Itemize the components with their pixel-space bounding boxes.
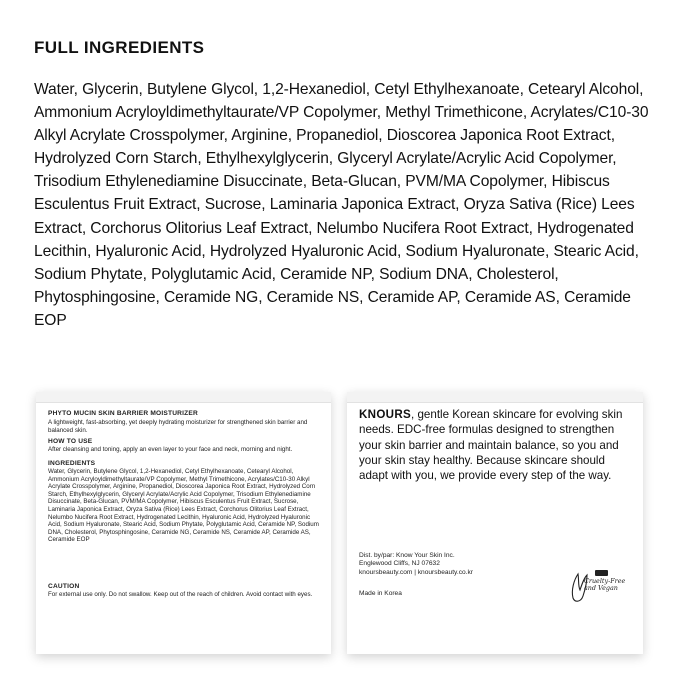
distributor-line-2: Englewood Cliffs, NJ 07632	[359, 560, 440, 568]
made-in-label: Made in Korea	[359, 590, 402, 597]
distributor-line-3: knoursbeauty.com | knoursbeauty.co.kr	[359, 568, 473, 576]
box-panel-brand-info	[347, 392, 643, 654]
full-ingredients-list: Water, Glycerin, Butylene Glycol, 1,2-Hexanediol, Cetyl Ethylhexanoate, Cetearyl Alcohol, Ammonium Acryloyldimethyltaurate/VP Copolymer, Methyl Trimethicone, Acrylates/C10-30 Alkyl Acrylate Crosspolymer, Arginine, Propanediol, Dioscorea Japonica Root Extract, Hydrolyzed Corn Starch, Ethylhexylglycerin, Glyceryl Acrylate/Acrylic Acid Copolymer, Trisodium Ethylenediamine Disuccinate, Beta-Glucan, PVM/MA Copolymer, Hibiscus Esculentus Fruit Extract, Sucrose, Laminaria Japonica Extract, Oryza Sativa (Rice) Lees Extract, Corchorus Olitorius Leaf Extract, Nelumbo Nucifera Root Extract, Hydrogenated Lecithin, Hyaluronic Acid, Hydrolyzed Hyaluronic Acid, Sodium Hyaluronate, Stearic Acid, Sodium Phytate, Polyglutamic Acid, Ceramide NP, Sodium DNA, Cholesterol, Phytosphingosine, Ceramide NG, Ceramide NS, Ceramide AP, Ceramide AS, Ceramide EOP	[34, 81, 649, 329]
brand-statement	[359, 407, 631, 483]
product-title: PHYTO MUCIN SKIN BARRIER MOISTURIZER	[48, 410, 198, 417]
box-ingredients-text: Water, Glycerin, Butylene Glycol, 1,2-Hexanediol, Cetyl Ethylhexanoate, Cetearyl Alcohol, Ammonium Acryloyldimethyltaurate/VP Copolymer, Methyl Trimethicone, Acrylates/C10-30 Alkyl Acrylate Crosspolymer, Arginine, Propanediol, Dioscorea Japonica Root Extract, Hydrolyzed Corn Starch, Ethylhexylglycerin, Glyceryl Acrylate/Acrylic Acid Copolymer, Trisodium Ethylenediamine Disuccinate, Beta-Glucan, PVM/MA Copolymer, Hibiscus Esculentus Fruit Extract, Sucrose, Laminaria Japonica Extract, Oryza Sativa (Rice) Lees Extract, Corchorus Olitorius Leaf Extract, Nelumbo Nucifera Root Extract, Hydrogenated Lecithin, Hyaluronic Acid, Hydrolyzed Hyaluronic Acid, Sodium Hyaluronate, Stearic Acid, Sodium Phytate, Polyglutamic Acid, Ceramide NP, Sodium DNA, Cholesterol, Phytosphingosine, Ceramide NG, Ceramide NS, Ceramide AP, Ceramide AS, Ceramide EOP	[48, 468, 319, 544]
ingredients-heading: INGREDIENTS	[48, 460, 96, 467]
product-description: A lightweight, fast-absorbing, yet deeply hydrating moisturizer for strengthened skin barrier and balanced skin.	[48, 419, 308, 434]
brand-description: , gentle Korean skincare for evolving skin needs. EDC-free formulas designed to strengthen your skin barrier and maintain balance, so you and your skin stay healthy. Because skincare should adapt with you, we provide every step of the way.	[359, 408, 623, 483]
cruelty-free-line-2: and Vegan	[584, 584, 618, 593]
cruelty-free-line-1: Cruelty-Free	[584, 577, 626, 585]
brand-name: KNOURS	[359, 408, 412, 421]
cruelty-free-label	[584, 578, 634, 593]
caution-text: For external use only. Do not swallow. Keep out of the reach of children. Avoid contact with eyes.	[48, 591, 313, 598]
how-to-use-heading: HOW TO USE	[48, 438, 93, 445]
distributor-info	[359, 552, 559, 577]
caution-heading: CAUTION	[48, 583, 80, 590]
box-panel-product-info	[36, 392, 331, 654]
page-heading: FULL INGREDIENTS	[34, 38, 205, 57]
distributor-line-1: Dist. by/par: Know Your Skin Inc.	[359, 552, 455, 559]
how-to-use-text: After cleansing and toning, apply an even layer to your face and neck, morning and night.	[48, 446, 293, 453]
